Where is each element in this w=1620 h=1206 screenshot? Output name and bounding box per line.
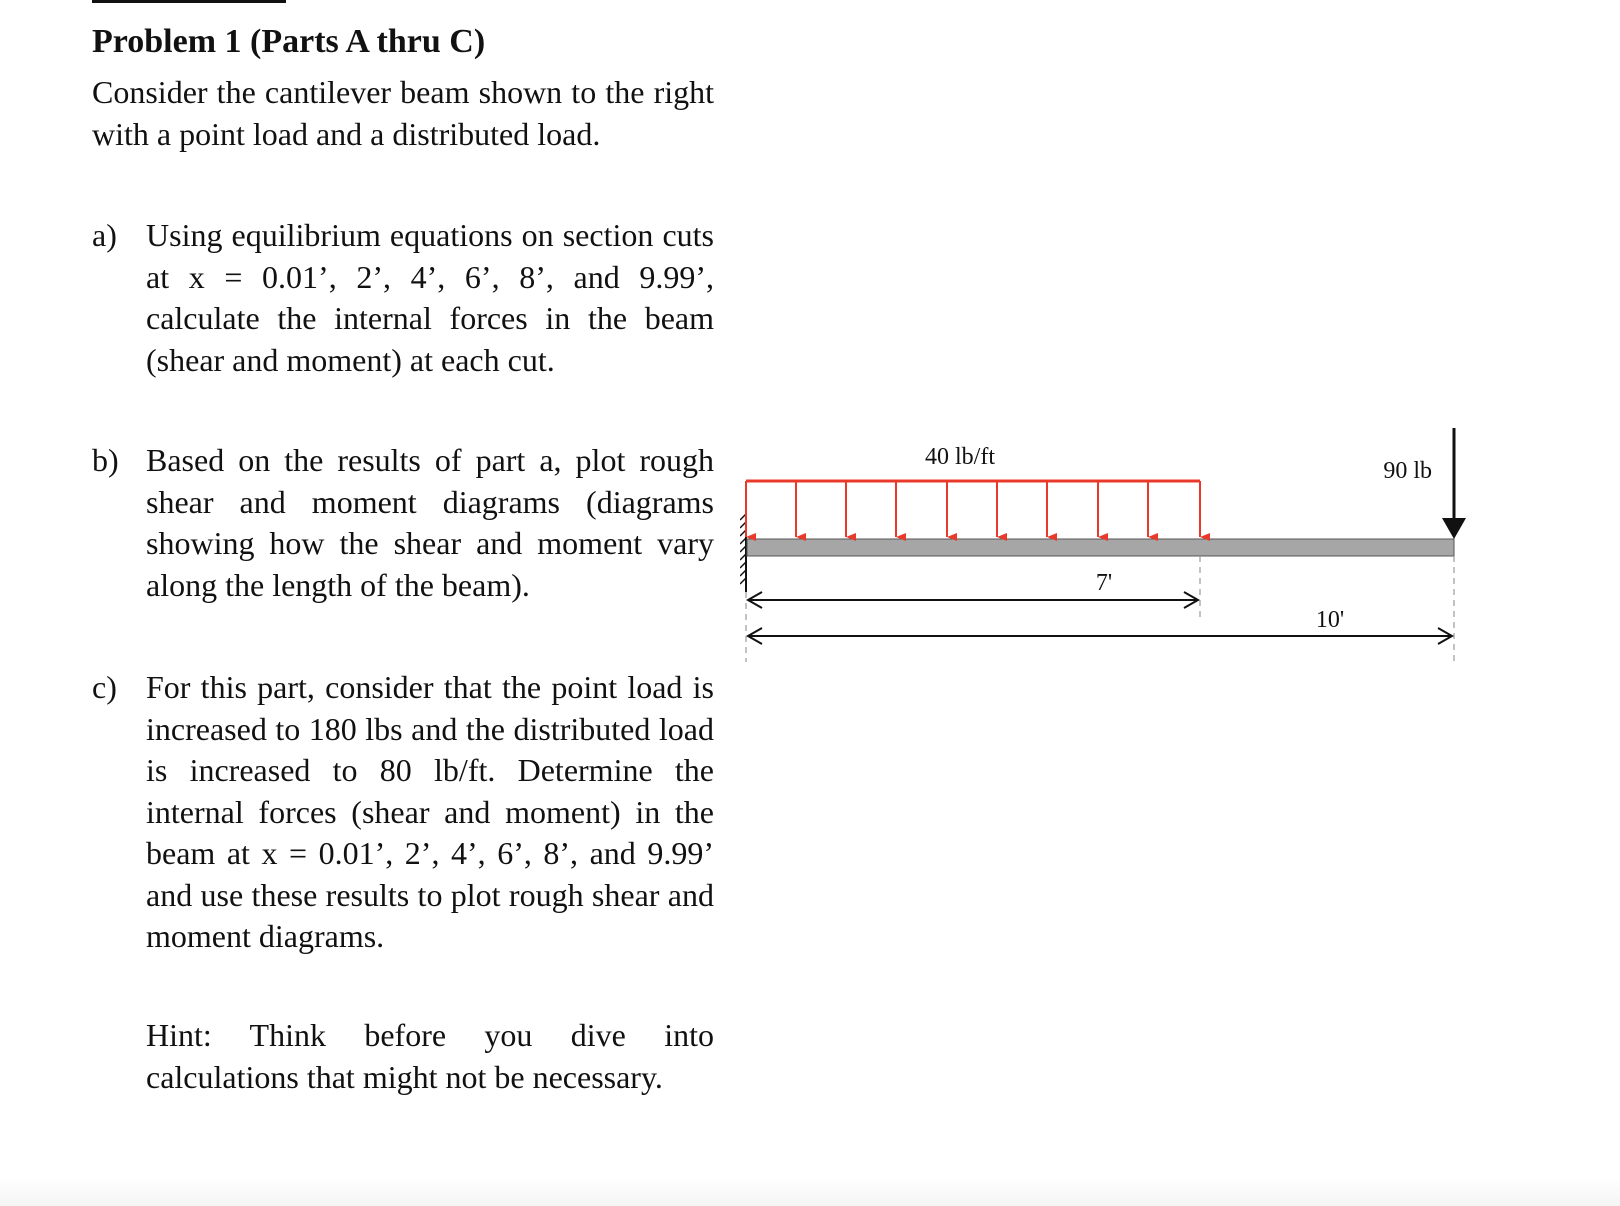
beam bbox=[747, 539, 1454, 556]
dimension-7ft bbox=[748, 592, 1198, 608]
dim-7-label: 7' bbox=[1095, 570, 1113, 596]
point-load-label: 90 lb bbox=[1383, 458, 1432, 484]
dim-10-label: 10' bbox=[1315, 607, 1345, 633]
dimension-10ft bbox=[748, 628, 1452, 644]
point-load bbox=[1442, 428, 1466, 539]
part-c bbox=[92, 667, 714, 958]
part-b-marker: b) bbox=[92, 442, 119, 478]
bottom-fade bbox=[0, 1176, 1620, 1206]
top-rule bbox=[92, 0, 286, 3]
part-c-text: For this part, consider that the point load is increased to 180 lbs and the distributed load is increased to 80 lb/ft. Determine the internal forces (shear and moment) in the beam at x = 0.01’, 2’, 4’, 6’, 8’, and 9.99’ and use these results to plot rough shear and moment diagrams. bbox=[146, 669, 714, 954]
beam-figure bbox=[740, 420, 1510, 680]
part-c-marker: c) bbox=[92, 669, 117, 705]
hint-text: Hint: Think before you dive into calculations that might not be necessary. bbox=[146, 1017, 714, 1095]
distributed-load bbox=[746, 481, 1200, 537]
part-b-text: Based on the results of part a, plot rough shear and moment diagrams (diagrams showing how the shear and moment vary along the length of the beam). bbox=[146, 442, 714, 603]
problem-intro: Consider the cantilever beam shown to the right with a point load and a distributed load. bbox=[92, 74, 714, 152]
part-a-marker: a) bbox=[92, 217, 117, 253]
part-a-text: Using equilibrium equations on section cuts at x = 0.01’, 2’, 4’, 6’, 8’, and 9.99’, calculate the internal forces in the beam (shear and moment) at each cut. bbox=[146, 217, 714, 378]
problem-title: Problem 1 (Parts A thru C) bbox=[92, 23, 486, 60]
part-b bbox=[92, 440, 714, 606]
part-a bbox=[92, 215, 714, 381]
distributed-load-label: 40 lb/ft bbox=[925, 444, 995, 470]
